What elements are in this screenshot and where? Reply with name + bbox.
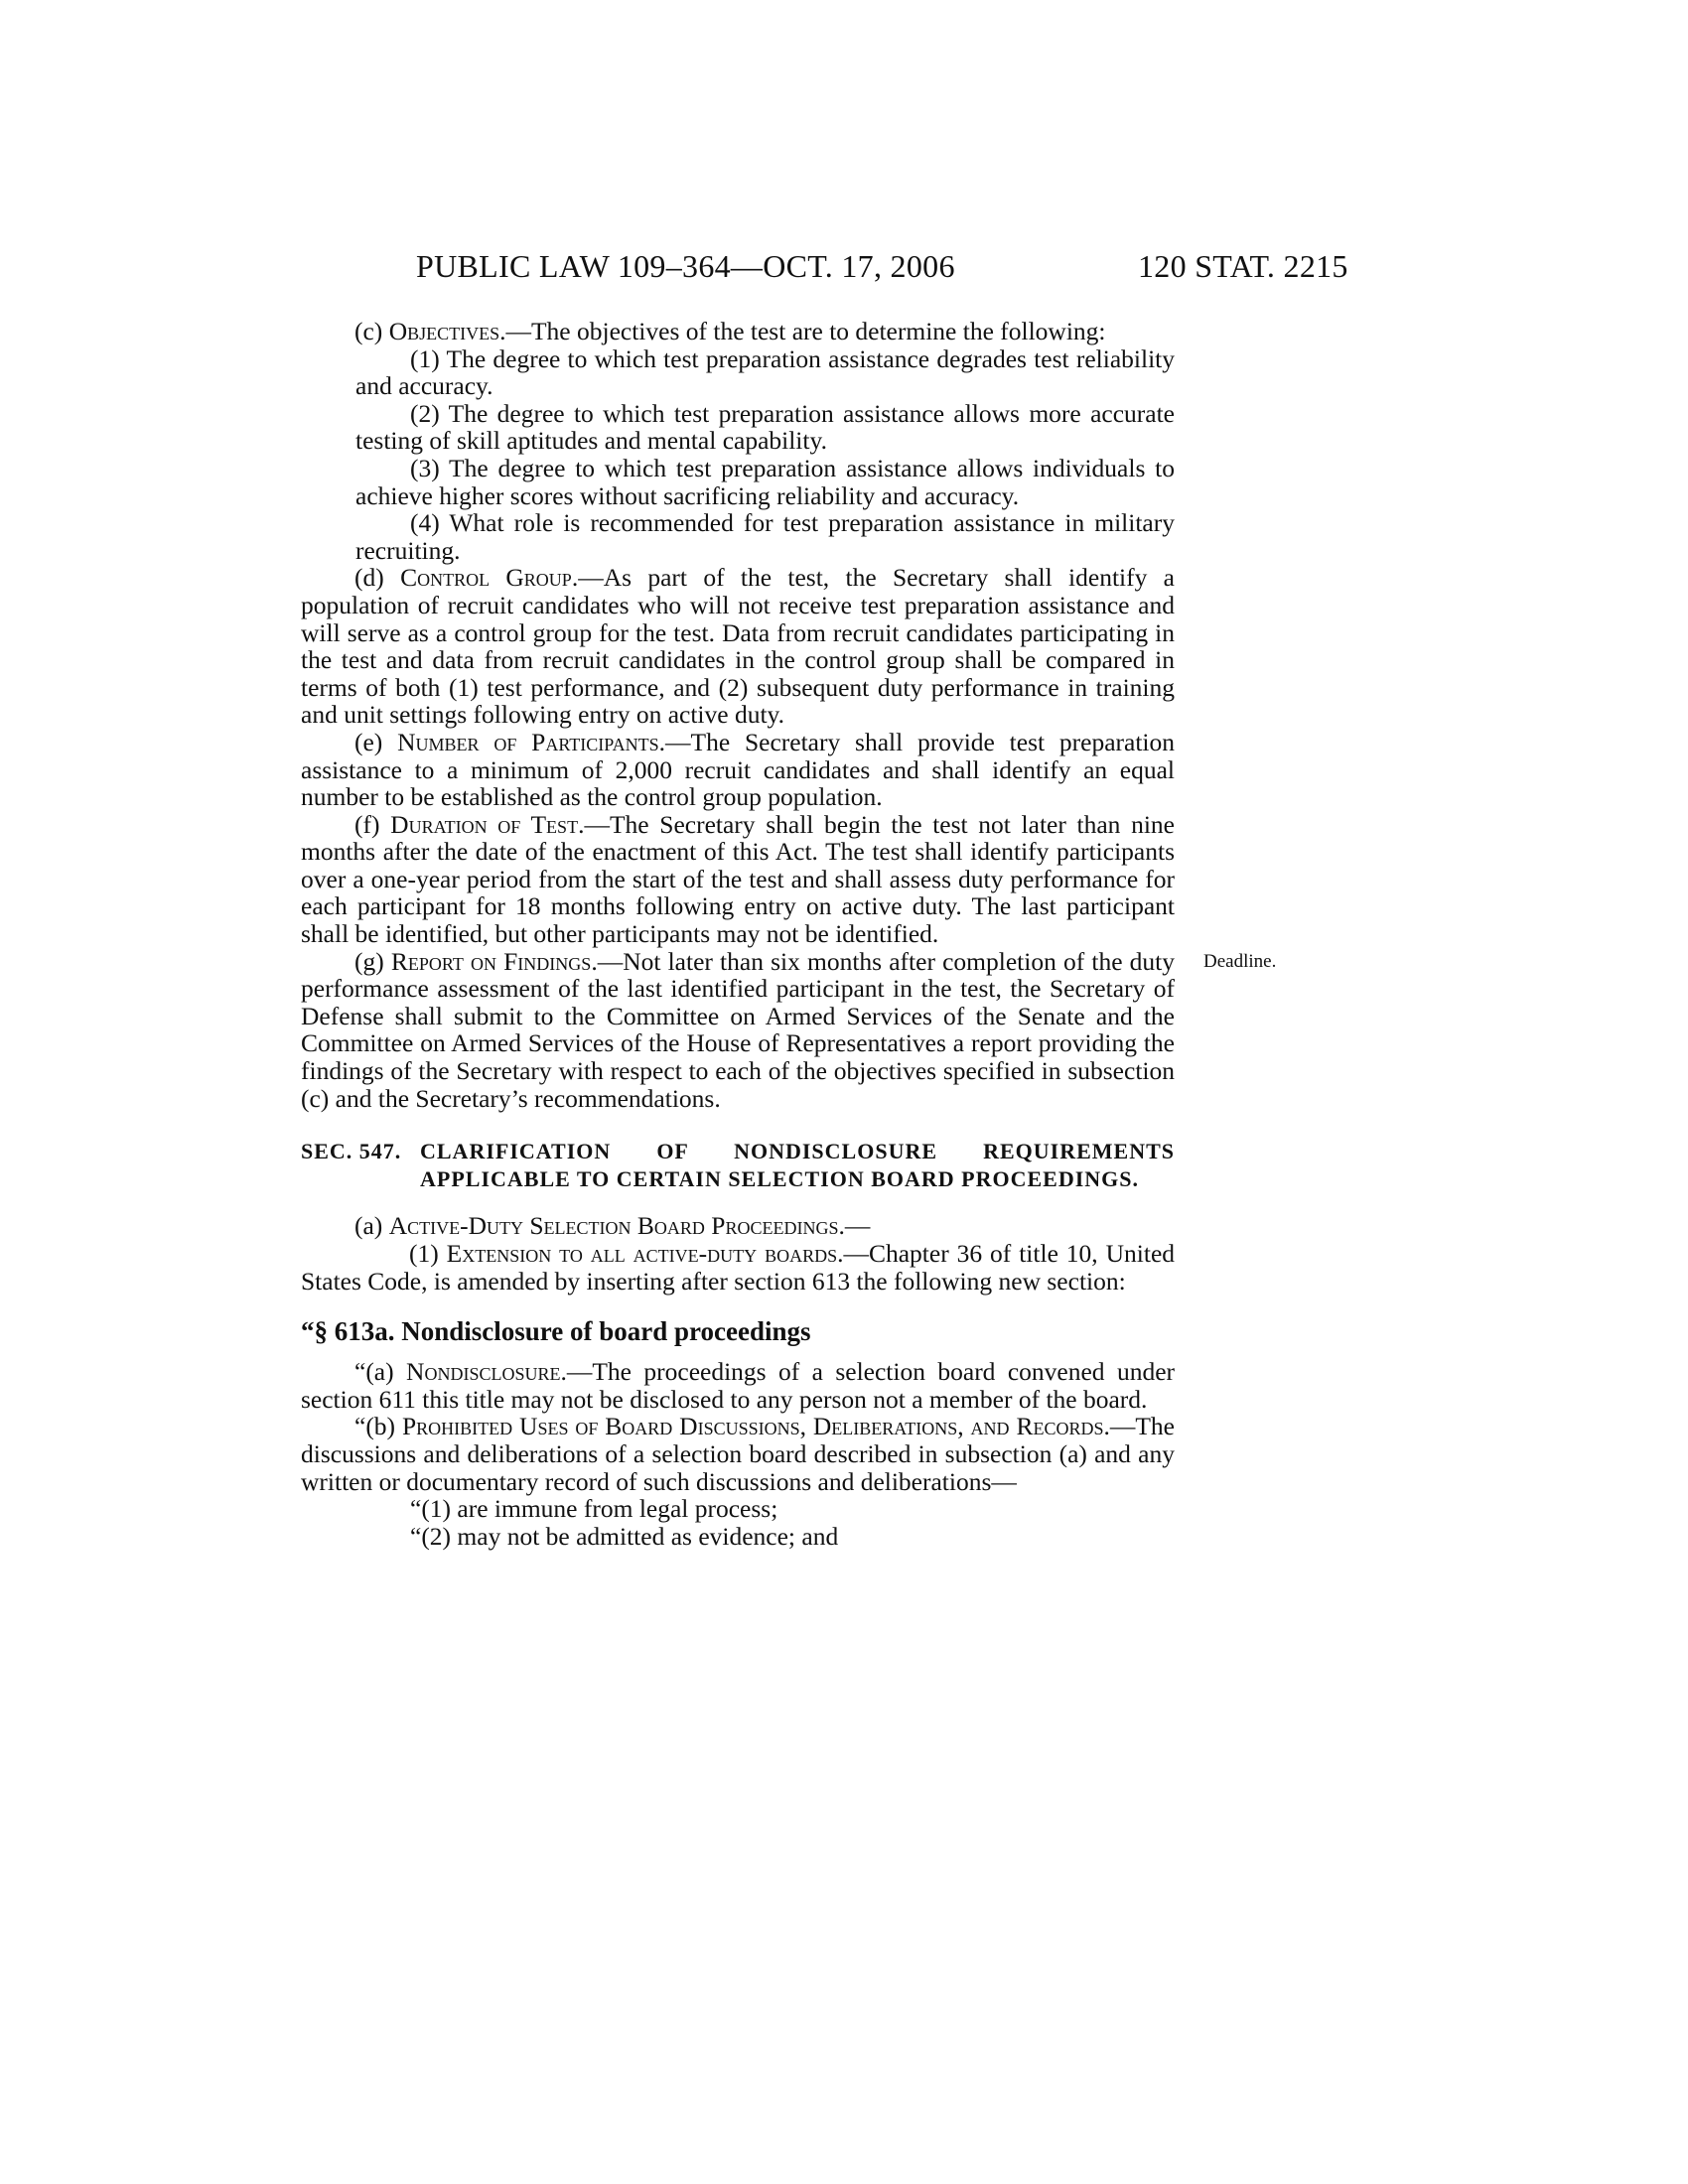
section-title: CLARIFICATION OF NONDISCLOSURE REQUIREMENTS APPLICABLE TO CERTAIN SELECTION BOARD PROCEEDINGS. [420,1139,1175,1191]
paragraph-c4: (4) What role is recommended for test preparation assistance in military recruiting. [355,508,1175,565]
paragraph-f: (f) Duration of Test.—The Secretary shall begin the test not later than nine months after the date of the enactment of this Act. The test shall identify participants over a one-year period from the start of the test and shall assess duty performance for each participant for 18 months following entry on active duty. The last participant shall be identified, but other participants may not be identified. [301,809,1176,949]
paragraph-g: (g) Report on Findings.—Not later than six months after completion of the duty performance assessment of the last identified participant in the test, the Secretary of Defense shall submit to the Committee on Armed Services of the Senate and the Committee on Armed Services of the House of Representatives a report providing the findings of the Secretary with respect to each of the objectives specified in subsection (c) and the Secretary’s recommendations. [301,946,1176,1113]
paragraph-e-heading: Number of Participants [397,727,659,756]
paragraph-c: (c) Objectives.—The objectives of the test are to determine the following: [354,317,1106,345]
paragraph-c-heading: Objectives [388,317,500,345]
paragraph-quoted-a-heading: Nondisclosure [406,1357,561,1387]
paragraph-sec-a-heading: Active-Duty Selection Board Proceedings [388,1211,839,1241]
paragraph-c3: (3) The degree to which test preparation assistance allows individuals to achieve higher scores without sacrificing reliability and accuracy. [355,453,1175,510]
paragraph-quoted-a: “(a) Nondisclosure.—The proceedings of a selection board convened under section 611 this title may not be disclosed to any person not a member of the board. [301,1357,1175,1414]
paragraph-quoted-b-heading: Prohibited Uses of Board Discussions, Deliberations, and Records [401,1412,1104,1441]
paragraph-quoted-b2: “(2) may not be admitted as evidence; and [410,1521,839,1551]
paragraph-d: (d) Control Group.—As part of the test, the Secretary shall identify a population of recruit candidates who will not receive test preparation assistance and will serve as a control group for the test. Data from recruit candidates participating in the test and data from recruit candidates in the control group shall be compared in terms of both (1) test performance, and (2) subsequent duty performance in training and unit settings following entry on active duty. [301,563,1176,730]
margin-note-deadline: Deadline. [1203,951,1277,972]
section-number: SEC. 547. [301,1139,402,1164]
page-header-title: PUBLIC LAW 109–364—OCT. 17, 2006 [416,248,955,284]
paragraph-e: (e) Number of Participants.—The Secretary shall provide test preparation assistance to a minimum of 2,000 recruit candidates and shall identify an equal number to be established as the control group population. [301,727,1175,812]
paragraph-sec-a1-heading: Extension to all active-duty boards [446,1239,838,1268]
paragraph-quoted-b: “(b) Prohibited Uses of Board Discussions, Deliberations, and Records.—The discussions and deliberations of a selection board described in subsection (a) and any written or documentary record of such discussions and deliberations— [301,1412,1175,1496]
page-header-stat: 120 STAT. 2215 [1138,248,1348,284]
paragraph-g-heading: Report on Findings [390,946,592,976]
paragraph-sec-a: (a) Active-Duty Selection Board Proceedings.— [354,1211,871,1241]
document-body [301,318,1175,1550]
paragraph-sec-a1: (1) Extension to all active-duty boards.—Chapter 36 of title 10, United States Code, is amended by inserting after section 613 the following new section: [301,1239,1176,1296]
subsection-heading: “§ 613a. Nondisclosure of board proceedings [301,1316,811,1347]
paragraph-c2: (2) The degree to which test preparation assistance allows more accurate testing of skill aptitudes and mental capability. [355,398,1175,456]
paragraph-quoted-b1: “(1) are immune from legal process; [410,1494,778,1524]
paragraph-d-heading: Control Group [400,563,572,593]
section-heading [301,1138,1175,1192]
paragraph-c1: (1) The degree to which test preparation assistance degrades test reliability and accuracy. [355,343,1175,401]
paragraph-f-heading: Duration of Test [390,809,579,839]
